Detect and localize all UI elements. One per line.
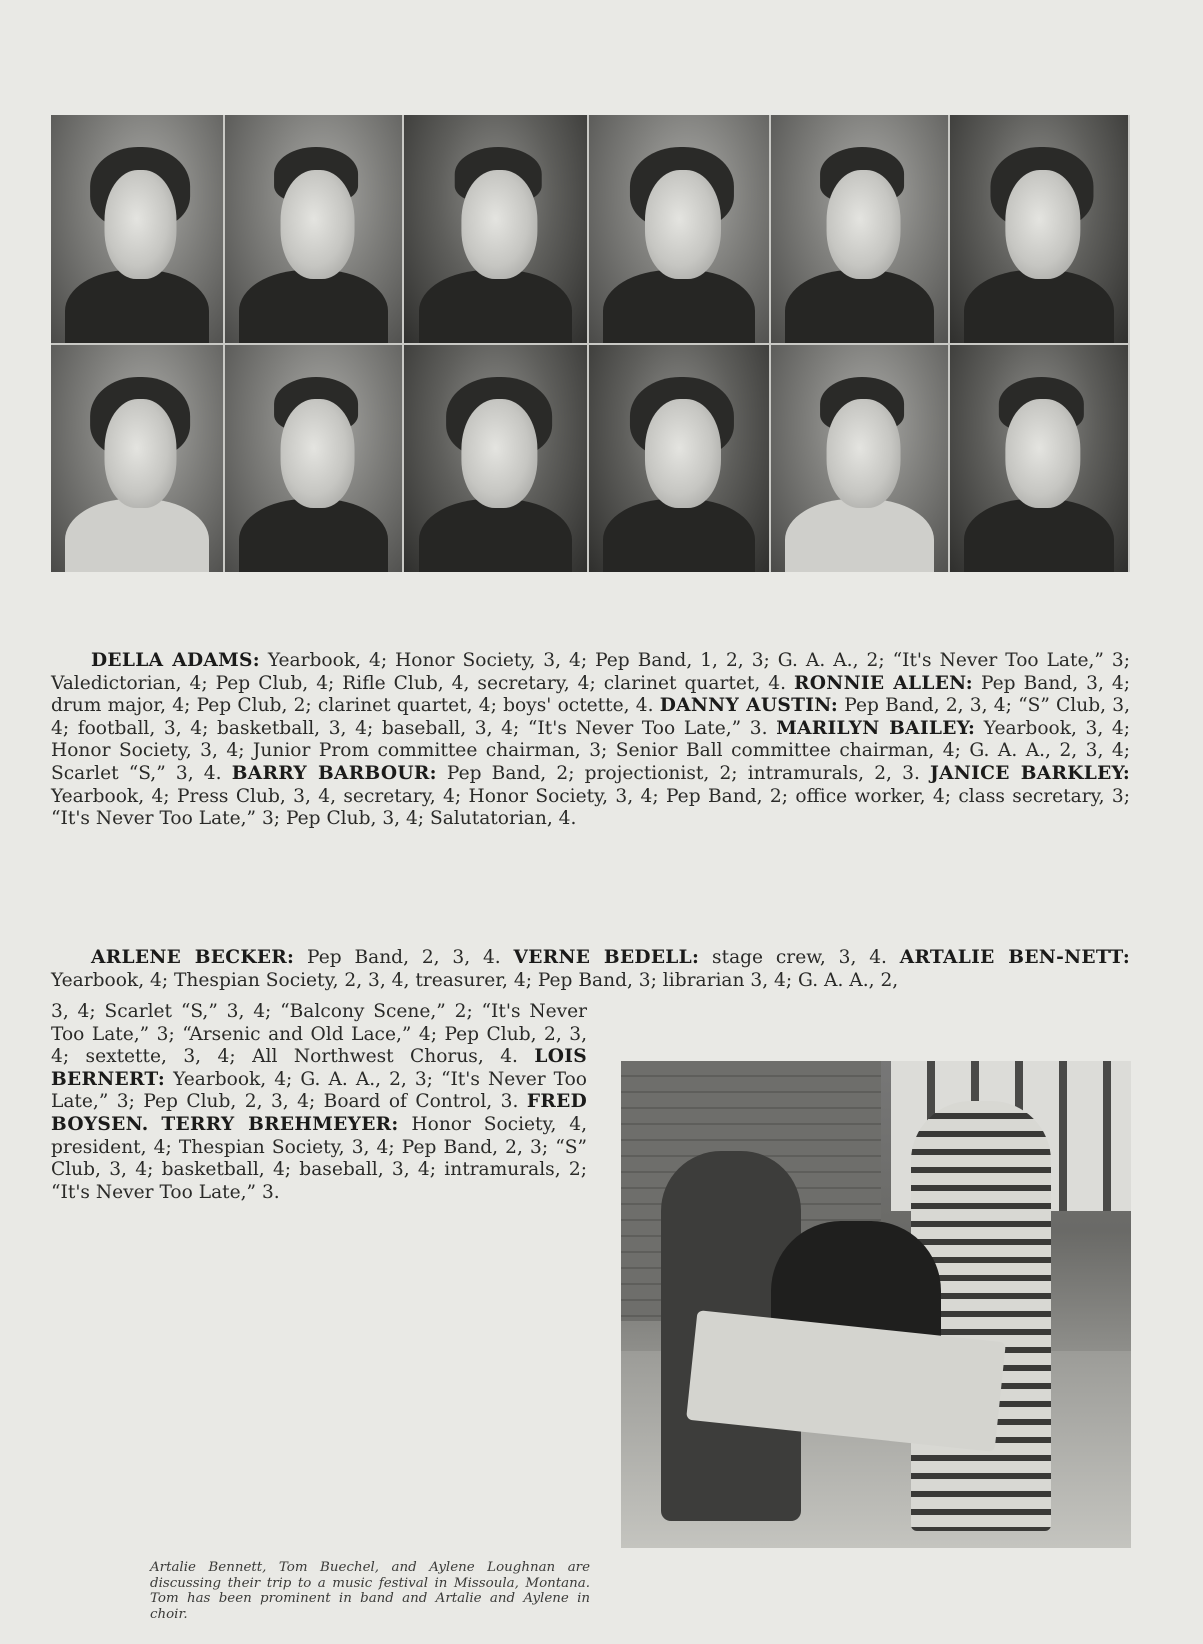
- student-name: TERRY BREHMEYER:: [161, 1113, 399, 1135]
- portrait-10: [589, 345, 769, 572]
- activities-paragraph-2-continued: 3, 4; Scarlet “S,” 3, 4; “Balcony Scene,” 2; “It's Never Too Late,” 3; “Arsenic and Old Lace,” 4; Pep Club, 2, 3, 4; sextette, 3, 4; All Northwest Chorus, 4. LOIS BERNERT: Yearbook, 4; G. A. A., 2, 3; “It's Never Too Late,” 3; Pep Club, 2, 3, 4; Board of Control, 3. FRED BOYSEN. TERRY BREHMEYER: Honor Society, 4, president, 4; Thespian Society, 3, 4; Pep Band, 2, 3; “S” Club, 3, 4; basketball, 4; baseball, 3, 4; intramurals, 2; “It's Never Too Late,” 3.: [51, 1001, 588, 1203]
- student-name: DELLA ADAMS:: [91, 650, 260, 671]
- activities-paragraph-1: DELLA ADAMS: Yearbook, 4; Honor Society, 3, 4; Pep Band, 1, 2, 3; G. A. A., 2; “It's Never Too Late,” 3; Valedictorian, 4; Pep Club, 4; Rifle Club, 4, secretary, 4; clarinet quartet, 4. RONNIE ALLEN: Pep Band, 3, 4; drum major, 4; Pep Club, 2; clarinet quartet, 4; boys' octette, 4. DANNY AUSTIN: Pep Band, 2, 3, 4; “S” Club, 3, 4; football, 3, 4; basketball, 3, 4; baseball, 3, 4; “It's Never Too Late,” 3. MARILYN BAILEY: Yearbook, 3, 4; Honor Society, 3, 4; Junior Prom committee chairman, 3; Senior Ball committee chairman, 4; G. A. A., 2, 3, 4; Scarlet “S,” 3, 4. BARRY BARBOUR: Pep Band, 2; projectionist, 2; intramurals, 2, 3. JANICE BARKLEY: Yearbook, 4; Press Club, 3, 4, secretary, 4; Honor Society, 3, 4; Pep Band, 2; office worker, 4; class secretary, 3; “It's Never Too Late,” 3; Pep Club, 3, 4; Salutatorian, 4.: [51, 650, 1131, 830]
- student-name: ARLENE BECKER:: [91, 947, 295, 968]
- student-name: LOIS BERNERT:: [51, 1046, 587, 1090]
- student-name: MARILYN BAILEY:: [776, 717, 976, 739]
- portrait-4: [589, 115, 769, 343]
- portrait-1: [51, 115, 223, 343]
- portrait-2: [225, 115, 402, 343]
- portrait-7: [51, 345, 223, 572]
- student-name: JANICE BARKLEY:: [930, 762, 1130, 784]
- student-name: FRED BOYSEN.: [51, 1091, 587, 1135]
- student-name: BARRY BARBOUR:: [231, 762, 437, 784]
- portrait-3: [404, 115, 587, 343]
- portrait-5: [771, 115, 948, 343]
- activities-paragraph-2: ARLENE BECKER: Pep Band, 2, 3, 4. VERNE BEDELL: stage crew, 3, 4. ARTALIE BEN-NETT: Yearbook, 4; Thespian Society, 2, 3, 4, treasurer, 4; Pep Band, 3; librarian 3, 4; G. A. A., 2,: [51, 947, 1130, 991]
- portrait-6: [950, 115, 1128, 343]
- student-name: RONNIE ALLEN:: [794, 672, 973, 694]
- portrait-grid: [51, 115, 1130, 572]
- group-photo: [621, 1061, 1131, 1548]
- student-name: ARTALIE BEN-NETT:: [899, 947, 1130, 968]
- student-name: DANNY AUSTIN:: [659, 695, 839, 717]
- student-name: VERNE BEDELL:: [513, 947, 700, 968]
- portrait-9: [404, 345, 587, 572]
- portrait-12: [950, 345, 1128, 572]
- portrait-8: [225, 345, 402, 572]
- portrait-11: [771, 345, 948, 572]
- photo-caption: Artalie Bennett, Tom Buechel, and Aylene Loughnan are discussing their trip to a music festival in Missoula, Montana. Tom has been prominent in band and Artalie and Aylene in choir.: [150, 1560, 590, 1622]
